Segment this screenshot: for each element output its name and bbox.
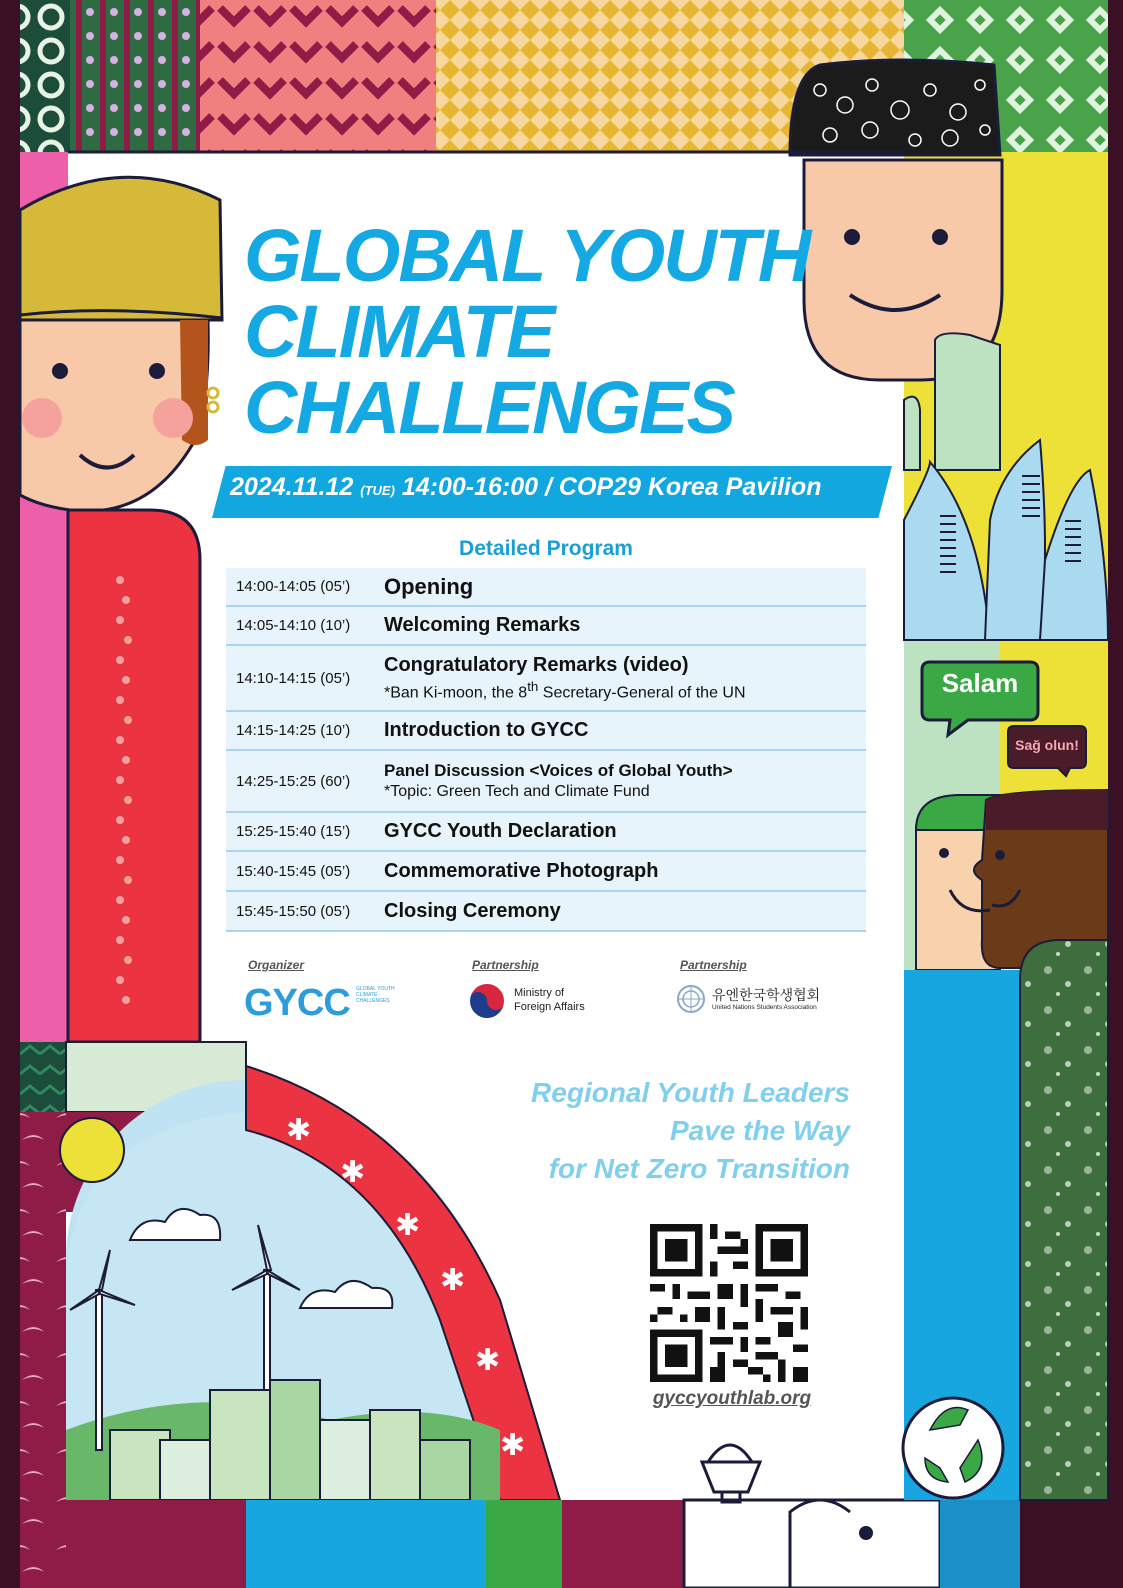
- program-note: *Topic: Green Tech and Climate Fund: [384, 783, 650, 800]
- program-title: GYCC Youth Declaration: [384, 812, 866, 851]
- event-date: 2024.11.12: [230, 473, 354, 501]
- program-time: 15:40-15:45 (05’): [226, 851, 384, 891]
- program-row: [226, 891, 866, 931]
- program-title: Closing Ceremony: [384, 891, 866, 931]
- unsa-logo: [676, 982, 856, 1018]
- program-time: 14:00-14:05 (05’): [226, 568, 384, 606]
- slogan-line-3: for Net Zero Transition: [548, 1153, 850, 1184]
- event-time-venue: 14:00-16:00 / COP29 Korea Pavilion: [401, 473, 822, 501]
- svg-text:✱: ✱: [395, 1209, 421, 1242]
- gycc-logo-subtitle: GLOBAL YOUTH CLIMATE CHALLENGES: [356, 986, 395, 1004]
- program-title: Opening: [384, 568, 866, 606]
- date-banner: [212, 466, 892, 518]
- event-title: [244, 214, 844, 449]
- title-line-1: GLOBAL YOUTH: [244, 214, 810, 297]
- program-time: 14:05-14:10 (10’): [226, 606, 384, 645]
- program-row: [226, 645, 866, 711]
- program-item: [384, 750, 866, 812]
- salam-bubble-text: Salam: [941, 668, 1019, 698]
- program-note-text: *Ban Ki-moon, the 8: [384, 684, 528, 702]
- mofa-logo: [468, 980, 598, 1022]
- program-title: Introduction to GYCC: [384, 711, 866, 750]
- title-line-2: CLIMATE: [244, 290, 554, 373]
- program-row: [226, 812, 866, 851]
- slogan-line-1: Regional Youth Leaders: [531, 1077, 850, 1108]
- program-title: Panel Discussion <Voices of Global Youth>: [384, 761, 733, 780]
- program-table: [226, 568, 866, 932]
- gycc-logo: [244, 982, 404, 1022]
- partnership-label-1: Partnership: [472, 958, 539, 972]
- program-time: 14:25-15:25 (60’): [226, 750, 384, 812]
- sag-olun-bubble-text: Sağ olun!: [1015, 737, 1079, 753]
- qr-code[interactable]: [650, 1224, 808, 1382]
- program-note-sup: th: [527, 678, 539, 694]
- mofa-line-1: Ministry of: [514, 987, 565, 999]
- program-row: [226, 606, 866, 645]
- program-time: 15:25-15:40 (15’): [226, 812, 384, 851]
- title-line-3: CHALLENGES: [244, 366, 734, 449]
- program-title: Commemorative Photograph: [384, 851, 866, 891]
- date-banner-text: [230, 473, 822, 502]
- program-note-text-end: Secretary-General of the UN: [538, 684, 746, 702]
- gycc-logo-text: GYCC: [244, 982, 350, 1024]
- program-time: 14:10-14:15 (05’): [226, 645, 384, 711]
- program-row: [226, 851, 866, 891]
- taegeuk-icon: [468, 982, 506, 1020]
- svg-text:✱: ✱: [440, 1264, 466, 1297]
- program-time: 15:45-15:50 (05’): [226, 891, 384, 931]
- unsa-english-name: United Nations Students Association: [712, 1004, 817, 1011]
- program-item: [384, 645, 866, 711]
- un-emblem-icon: [676, 984, 706, 1014]
- website-link[interactable]: gyccyouthlab.org: [652, 1388, 812, 1409]
- program-heading: Detailed Program: [459, 537, 633, 560]
- slogan-line-2: Pave the Way: [669, 1115, 850, 1146]
- organizer-label: Organizer: [248, 958, 305, 972]
- svg-text:✱: ✱: [475, 1344, 501, 1377]
- program-title: Congratulatory Remarks (video): [384, 653, 689, 676]
- partnership-label-2: Partnership: [680, 958, 747, 972]
- program-note: [384, 679, 866, 702]
- program-title: Welcoming Remarks: [384, 606, 866, 645]
- unsa-korean-name: 유엔한국학생협회: [712, 987, 821, 1003]
- program-row: [226, 750, 866, 812]
- svg-text:✱: ✱: [500, 1429, 526, 1462]
- event-weekday: (TUE): [360, 483, 395, 498]
- program-row: [226, 568, 866, 606]
- svg-text:✱: ✱: [340, 1156, 366, 1189]
- svg-text:✱: ✱: [286, 1114, 312, 1147]
- mofa-line-2: Foreign Affairs: [514, 1001, 585, 1013]
- program-time: 14:15-14:25 (10’): [226, 711, 384, 750]
- slogan: [450, 1074, 850, 1188]
- program-row: [226, 711, 866, 750]
